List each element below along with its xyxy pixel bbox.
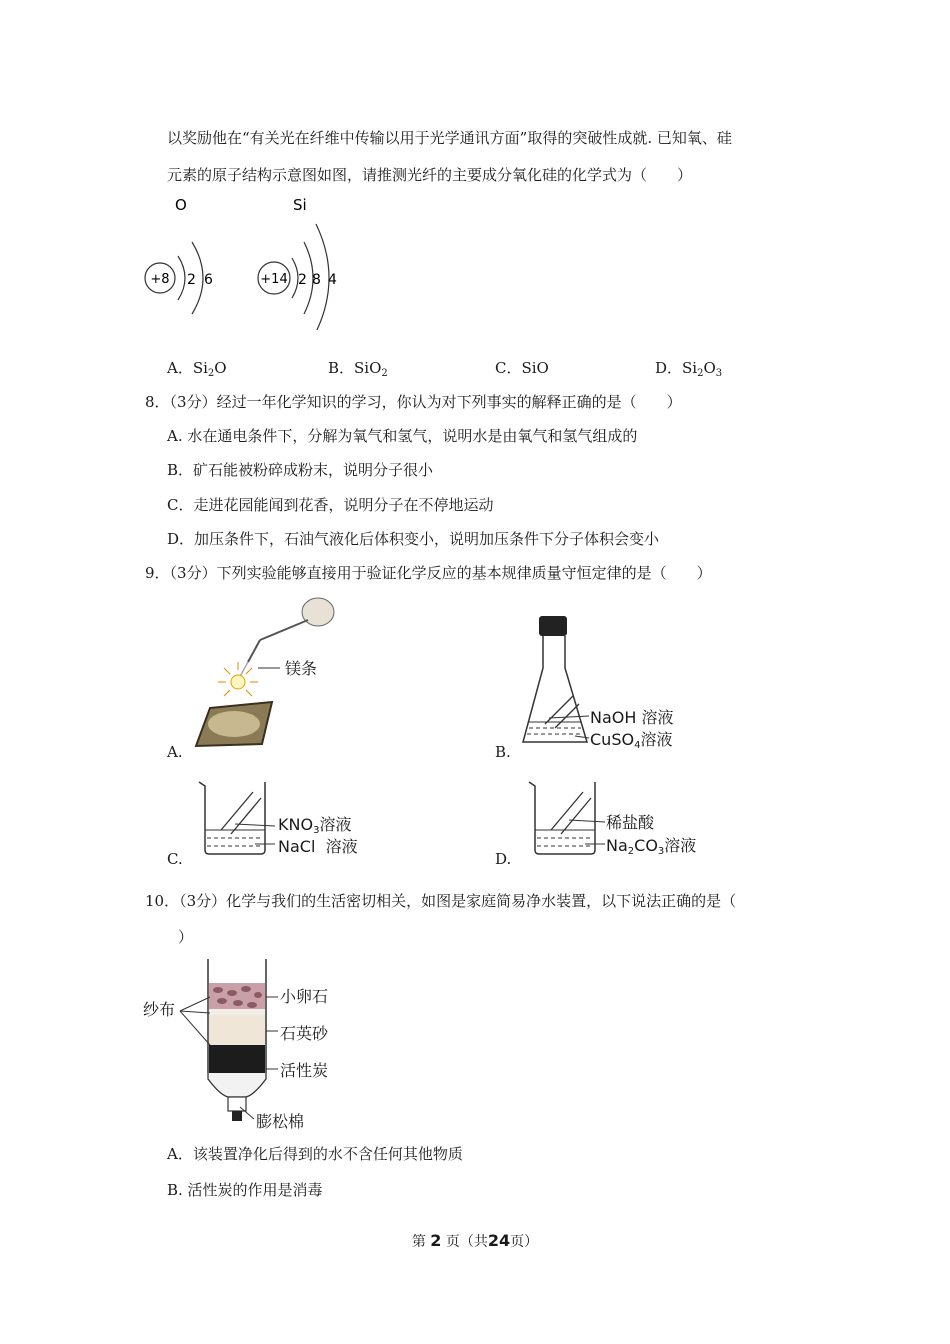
carbon-layer <box>209 1045 265 1073</box>
q9-d-label-na2co3-sub1: 2 <box>627 846 635 857</box>
footer-total-pages: 24 <box>487 1231 511 1250</box>
q9-b-label-naoh-text: 溶液 <box>641 708 674 727</box>
q9-option-c[interactable]: C. <box>167 850 183 868</box>
q10-stem-line1: 10．（3分）化学与我们的生活密切相关，如图是家庭简易净水装置，以下说法正确的是（ <box>145 892 737 910</box>
oxygen-shell-1 <box>178 256 185 300</box>
page-footer <box>0 1231 950 1251</box>
q9-b-label-cuso4-formula: CuSO <box>590 730 635 749</box>
q7-option-d-letter: D． <box>655 359 683 377</box>
q8-option-d[interactable]: D．加压条件下，石油气液化后体积变小，说明加压条件下分子体积会变小 <box>167 530 660 548</box>
q7-option-c-formula: SiO <box>521 359 549 377</box>
footer-page-number: 2 <box>430 1231 442 1250</box>
q7-option-b-letter: B． <box>328 359 355 377</box>
q9-d-label-na2co3 <box>606 836 696 862</box>
q8-stem: 8．（3分）经过一年化学知识的学习，你认为对下列事实的解释正确的是（ ） <box>145 393 682 411</box>
oxygen-shell1-electrons: 2 <box>187 272 196 288</box>
q9-stem: 9．（3分）下列实验能够直接用于验证化学反应的基本规律质量守恒定律的是（ ） <box>145 564 712 582</box>
q10-label-quartz: 石英砂 <box>280 1024 329 1043</box>
q7-option-d-formula: Si <box>682 359 698 377</box>
q9-figure-b-flask <box>515 612 595 752</box>
footer-prefix: 第 <box>411 1234 426 1250</box>
q9-option-b[interactable]: B. <box>495 743 511 761</box>
atomic-structure-figure <box>140 190 350 330</box>
q7-option-a-letter: A． <box>167 359 193 377</box>
quartz-layer <box>209 1015 265 1045</box>
q7-option-a[interactable] <box>167 358 227 384</box>
q9-d-label-na2co3-sub2: 3 <box>657 846 665 857</box>
q7-option-a-formula: Si <box>192 359 208 377</box>
q8-option-b[interactable]: B．矿石能被粉碎成粉末，说明分子很小 <box>167 461 434 479</box>
q9-d-label-na2co3-na: Na <box>606 836 628 855</box>
q7-option-d-sub2: 3 <box>715 368 723 379</box>
q9-d-label-na2co3-text: 溶液 <box>664 836 697 855</box>
q9-d-label-na2co3-co: CO <box>634 836 658 855</box>
q9-c-label-nacl-formula: NaCl <box>278 837 316 856</box>
q9-b-label-naoh-formula: NaOH <box>590 708 637 727</box>
q9-option-a[interactable]: A. <box>167 743 183 761</box>
q7-option-d[interactable] <box>655 358 722 384</box>
silicon-nucleus-charge: +14 <box>260 272 288 287</box>
q9-a-label: 镁条 <box>285 659 318 678</box>
q7-option-b[interactable] <box>328 358 388 384</box>
q7-option-c[interactable] <box>495 358 549 378</box>
q9-b-label-cuso4-sub: 4 <box>634 740 641 751</box>
q7-option-b-formula: SiO <box>354 359 382 377</box>
q7-option-d-formula-mid: O <box>703 359 716 377</box>
q10-label-pebble: 小卵石 <box>280 987 329 1006</box>
q7-stem-line2: 元素的原子结构示意图如图，请推测光纤的主要成分氧化硅的化学式为（ ） <box>167 166 693 184</box>
q9-c-label-kno3-text: 溶液 <box>319 815 352 834</box>
oxygen-symbol: O <box>175 196 187 214</box>
q9-figure-c-beaker <box>195 778 275 858</box>
gauze-layer-1 <box>209 1009 265 1015</box>
q10-label-carbon: 活性炭 <box>280 1061 329 1080</box>
q8-option-a[interactable]: A. 水在通电条件下，分解为氧气和氢气，说明水是由氧气和氢气组成的 <box>167 427 638 445</box>
q10-water-purifier-figure <box>140 955 340 1135</box>
q9-c-label-nacl-text: 溶液 <box>325 837 358 856</box>
q7-option-d-sub1: 2 <box>697 368 704 379</box>
q9-c-label-kno3-formula: KNO <box>278 815 314 834</box>
footer-middle: 页（共 <box>445 1234 488 1250</box>
q9-figure-a-magnesium <box>190 590 350 750</box>
q7-option-a-formula-mid: O <box>214 359 227 377</box>
q10-stem-line2: ） <box>178 928 194 946</box>
q9-d-label-hcl: 稀盐酸 <box>606 813 655 832</box>
q10-option-b[interactable]: B. 活性炭的作用是消毒 <box>167 1181 323 1199</box>
footer-suffix: 页） <box>510 1234 539 1250</box>
q9-c-label-nacl <box>278 837 358 857</box>
silicon-symbol: Si <box>293 196 307 214</box>
q10-label-gauze: 纱布 <box>143 1000 176 1019</box>
q10-label-cotton: 膨松棉 <box>256 1112 305 1131</box>
q7-option-b-sub: 2 <box>381 368 388 379</box>
silicon-shell1-electrons: 2 <box>298 272 307 288</box>
q9-b-label-naoh <box>590 708 674 728</box>
q7-option-c-letter: C． <box>495 359 522 377</box>
q9-b-label-cuso4 <box>590 730 672 756</box>
oxygen-nucleus-charge: +8 <box>150 272 170 287</box>
q9-c-label-kno3-sub: 3 <box>313 825 320 836</box>
q9-option-d[interactable]: D. <box>495 850 512 868</box>
silicon-shell2-electrons: 8 <box>312 272 321 288</box>
q8-option-c[interactable]: C．走进花园能闻到花香，说明分子在不停地运动 <box>167 496 494 514</box>
q7-option-a-sub: 2 <box>207 368 215 379</box>
oxygen-shell2-electrons: 6 <box>204 272 213 288</box>
q7-stem-line1: 以奖励他在“有关光在纤维中传输以用于光学通讯方面”取得的突破性成就. 已知氧、硅 <box>167 129 732 147</box>
q9-b-label-cuso4-text: 溶液 <box>640 730 673 749</box>
silicon-shell3-electrons: 4 <box>328 272 337 288</box>
q9-figure-d-beaker <box>525 778 605 858</box>
q10-option-a[interactable]: A．该装置净化后得到的水不含任何其他物质 <box>167 1145 463 1163</box>
